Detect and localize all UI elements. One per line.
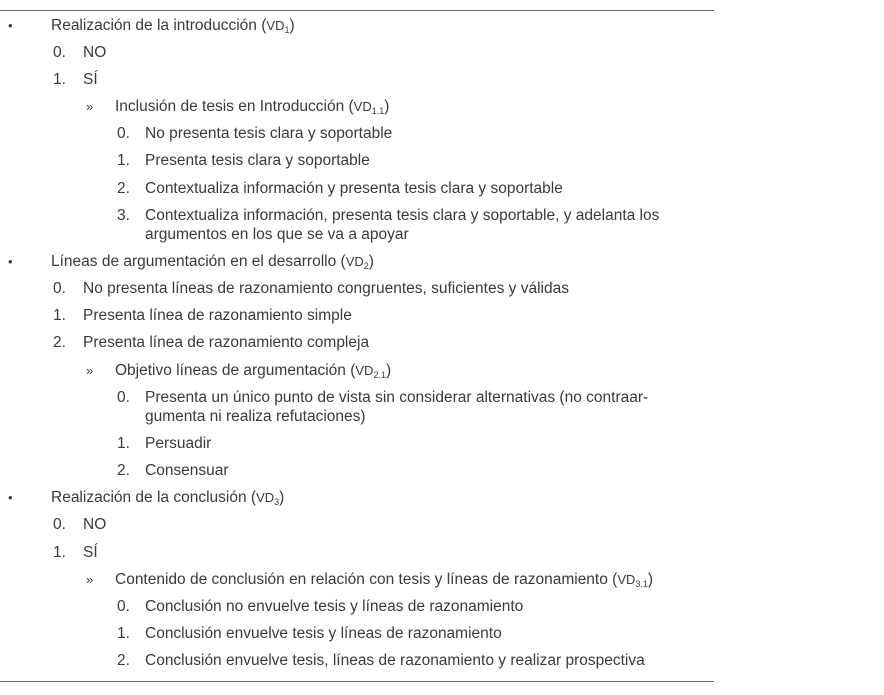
option-number: 0.: [53, 280, 66, 298]
bottom-rule: [0, 681, 714, 682]
option-number: 3.: [117, 206, 130, 224]
variable-index: 3.1: [635, 578, 648, 589]
option-item: [0, 511, 760, 538]
section-title: Realización de la introducción: [51, 17, 257, 34]
option-number: 1.: [53, 543, 66, 561]
option-text: Presenta un único punto de vista sin considerar alternativas (no contraar-gumenta ni realiza refutaciones): [145, 388, 649, 426]
subbullet-marker: »: [86, 99, 94, 115]
option-text: Contextualiza información y presenta tesis clara y soportable: [145, 179, 563, 197]
bullet-marker: •: [8, 254, 13, 270]
variable-index: 2: [363, 261, 369, 272]
option-number: 1.: [117, 435, 130, 453]
option-number: 0.: [53, 516, 66, 534]
option-number: 1.: [53, 71, 66, 89]
subbullet-marker: »: [86, 362, 94, 378]
variable-index: 3: [274, 497, 280, 508]
option-text: Persuadir: [145, 435, 212, 453]
variables-list: [0, 12, 760, 674]
option-item: [0, 275, 760, 302]
option-text: SÍ: [83, 543, 98, 561]
variable-index: 1: [284, 25, 290, 35]
section-heading: • Líneas de argumentación en el desarrollo $(VD_2)$: [0, 248, 760, 275]
option-text: No presenta líneas de razonamiento congruentes, suficientes y válidas: [83, 280, 569, 298]
option-item: [0, 66, 760, 93]
option-number: 2.: [117, 462, 130, 480]
suboption-item: [0, 647, 760, 674]
section-title: Líneas de argumentación en el desarrollo: [51, 253, 337, 271]
variable-index: 1.1: [371, 106, 385, 117]
variable-code: VD: [353, 99, 372, 115]
subvariable-title: Objetivo líneas de argumentación: [115, 361, 346, 379]
suboption-item: [0, 620, 760, 647]
option-text: Presenta línea de razonamiento simple: [83, 307, 352, 325]
subvariable-heading: » Contenido de conclusión en relación con tesis y líneas de razonamiento $(VD_{3.1})$: [0, 566, 760, 593]
option-text: Conclusión no envuelve tesis y líneas de razonamiento: [145, 597, 524, 615]
suboption-item: [0, 430, 760, 457]
option-text: NO: [83, 516, 107, 534]
subvariable-title: Inclusión de tesis en Introducción: [115, 98, 345, 116]
suboption-item: [0, 593, 760, 620]
option-number: 1.: [117, 152, 130, 170]
option-number: 1.: [117, 624, 130, 642]
option-item: [0, 539, 760, 566]
option-number: 0.: [53, 44, 66, 62]
option-item: [0, 329, 760, 356]
option-text: No presenta tesis clara y soportable: [145, 125, 393, 143]
subbullet-marker: »: [86, 571, 94, 587]
option-text: Conclusión envuelve tesis y líneas de razonamiento: [145, 624, 502, 642]
section-heading: • Realización de la introducción $(VD_1)$: [0, 12, 760, 39]
subvariable-title: Contenido de conclusión en relación con tesis y líneas de razonamiento: [115, 570, 608, 588]
option-text: Presenta tesis clara y soportable: [145, 152, 370, 170]
suboption-item: [0, 202, 760, 249]
variable-code: VD: [617, 571, 636, 587]
option-number: 2.: [117, 179, 130, 197]
option-item: [0, 39, 760, 66]
suboption-item: [0, 120, 760, 147]
subvariable-heading: » Inclusión de tesis en Introducción $(VD_{1.1})$: [0, 93, 760, 120]
option-number: 1.: [53, 307, 66, 325]
top-rule: [0, 10, 714, 11]
bullet-marker: •: [8, 18, 13, 33]
subvariable-heading: » Objetivo líneas de argumentación $(VD_{2.1})$: [0, 357, 760, 384]
suboption-item: [0, 457, 760, 484]
option-text: SÍ: [83, 71, 98, 89]
option-number: 0.: [117, 388, 130, 406]
option-number: 0.: [117, 597, 130, 615]
option-number: 2.: [53, 334, 66, 352]
variable-code: VD: [355, 362, 374, 378]
variable-index: 2.1: [373, 369, 386, 380]
option-text: Consensuar: [145, 462, 229, 480]
option-number: 2.: [117, 651, 130, 669]
suboption-item: [0, 147, 760, 174]
suboption-item: [0, 384, 760, 431]
section-heading: • Realización de la conclusión $(VD_3)$: [0, 484, 760, 511]
option-item: [0, 302, 760, 329]
variable-code: VD: [266, 18, 285, 33]
section-title: Realización de la conclusión: [51, 489, 247, 507]
bullet-marker: •: [8, 490, 13, 506]
option-number: 0.: [117, 125, 130, 143]
suboption-item: [0, 175, 760, 202]
option-text: Conclusión envuelve tesis, líneas de razonamiento y realizar prospectiva: [145, 651, 645, 669]
variable-code: VD: [345, 254, 364, 270]
option-text: Presenta línea de razonamiento compleja: [83, 334, 370, 352]
variable-code: VD: [256, 490, 275, 506]
option-text: NO: [83, 44, 107, 62]
option-text: Contextualiza información, presenta tesis clara y soportable, y adelanta los argumentos en los que se va a apoyar: [145, 206, 660, 244]
